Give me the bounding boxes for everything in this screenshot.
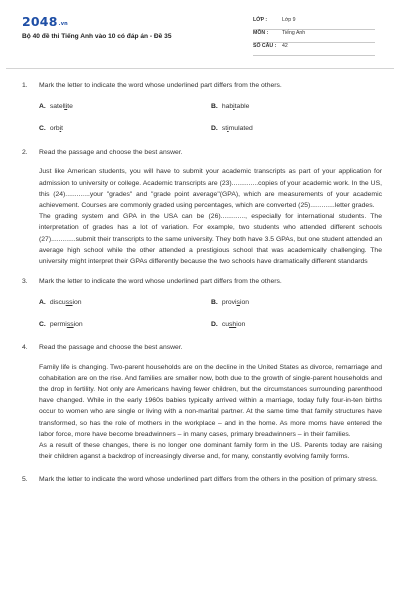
header-divider bbox=[6, 68, 394, 69]
option-letter: C. bbox=[39, 321, 46, 329]
question-number: 3. bbox=[22, 278, 28, 286]
meta-row-question-count bbox=[253, 43, 375, 56]
option-letter: A. bbox=[39, 299, 46, 307]
question-header bbox=[22, 80, 382, 91]
option-d[interactable] bbox=[211, 309, 383, 331]
option-word-end: mulated bbox=[228, 125, 253, 133]
question-prompt: Mark the letter to indicate the word whose underlined part differs from the others in the position of primary stress. bbox=[39, 476, 378, 484]
option-a[interactable] bbox=[39, 91, 211, 113]
question-header bbox=[22, 474, 382, 485]
option-a[interactable] bbox=[39, 287, 211, 309]
option-b[interactable] bbox=[211, 287, 383, 309]
option-word-start: provi bbox=[221, 299, 237, 307]
option-word-end: ion bbox=[72, 299, 82, 307]
site-logo[interactable] bbox=[22, 14, 68, 29]
passage-paragraph: Just like American students, you will have to submit your academic transcripts as part of your application for admission to university or college. Academic transcripts are (23)..............copies of your academic work. In the US, this (24).............your "grades" and "grade point average"(GPA), which are measurements of your academic achievement. Courses are commonly graded using percentages, which are converted (25).............letter grades. bbox=[39, 168, 382, 210]
option-word-start: satel bbox=[49, 103, 65, 111]
option-d[interactable] bbox=[211, 113, 383, 135]
option-c[interactable] bbox=[39, 113, 211, 135]
option-letter: A. bbox=[39, 103, 46, 111]
passage-paragraph: As a result of these changes, there is no longer one dominant family form in the US. Parents today are raising their children aganst a backdrop of increasingly diverse and, for many, constantly evolving family forms. bbox=[39, 442, 382, 461]
document-title: Bộ 40 đề thi Tiếng Anh vào 10 có đáp án - Đề 35 bbox=[22, 33, 172, 40]
option-b[interactable] bbox=[211, 91, 383, 113]
option-word-start: st bbox=[221, 125, 228, 133]
option-c[interactable] bbox=[39, 309, 211, 331]
question-number: 2. bbox=[22, 149, 28, 157]
option-word-start: discu bbox=[49, 299, 66, 307]
passage-paragraph: Family life is changing. Two-parent households are on the decline in the United States as divorce, remarriage and cohabitation are on the rise. And families are smaller now, both due to the growth of single-parent households and the drop in fertility. Not only are Americans having fewer children, but the circumstances surrounding parenthood have changed. While in the early 1960s babies typically arrived within a marriage, today fully four-in-ten births occur to women who are single or living with a non-marital partner. At the same time that family structures have transformed, so has the role of mothers in the workplace – and in the home. As more moms have entered the labor force, more have become breadwinners – in many cases, primary breadwinners – in their families. bbox=[39, 363, 382, 438]
underlined-part: i bbox=[59, 125, 62, 133]
question-prompt: Mark the letter to indicate the word whose underlined part differs from the others. bbox=[39, 278, 282, 286]
option-word-start: cu bbox=[221, 321, 229, 329]
meta-label: MÔN : bbox=[253, 30, 269, 36]
option-letter: C. bbox=[39, 125, 46, 133]
underlined-part: li bbox=[64, 103, 68, 111]
question-header bbox=[22, 276, 382, 287]
meta-value: Tiếng Anh bbox=[282, 30, 306, 36]
option-word-start: orb bbox=[49, 125, 60, 133]
meta-row-subject bbox=[253, 30, 375, 43]
question-list bbox=[22, 80, 382, 486]
question-number: 5. bbox=[22, 476, 28, 484]
question-header bbox=[22, 147, 382, 158]
document-meta bbox=[253, 17, 375, 56]
option-word-end: table bbox=[234, 103, 250, 111]
underlined-part: ss bbox=[65, 299, 73, 307]
question-prompt: Mark the letter to indicate the word whose underlined part differs from the others. bbox=[39, 82, 282, 89]
meta-row-class bbox=[253, 17, 375, 30]
question-number: 1. bbox=[22, 82, 28, 89]
underlined-part: i bbox=[227, 125, 229, 133]
option-word-end: ion bbox=[73, 321, 83, 329]
answer-options bbox=[39, 287, 382, 331]
meta-label: LỚP : bbox=[253, 17, 268, 23]
meta-value: Lớp 9 bbox=[282, 17, 296, 23]
option-word-end: te bbox=[67, 103, 73, 111]
logo-suffix: .vn bbox=[58, 21, 68, 27]
reading-passage bbox=[39, 166, 382, 267]
passage-paragraph: The grading system and GPA in the USA can be (26)............., especially for international students. The interpretation of grades has a lot of variation. For example, two students who attended different schools (27).............submit their transcripts to the same university. They both have 3.5 GPAs, but one student attended an average high school while the other attended a prestigious school that was academically challenging. The university might interpret their GPAs differently because the two schools have dramatically different standards bbox=[39, 213, 382, 266]
underlined-part: s bbox=[236, 299, 240, 307]
meta-label: SỐ CÂU : bbox=[253, 43, 277, 49]
answer-options bbox=[39, 91, 382, 135]
reading-passage bbox=[39, 362, 382, 463]
question-number: 4. bbox=[22, 344, 28, 352]
question-4 bbox=[22, 342, 382, 462]
question-prompt: Read the passage and choose the best answer. bbox=[39, 149, 183, 157]
meta-value: 42 bbox=[282, 43, 288, 49]
question-2 bbox=[22, 147, 382, 267]
question-3 bbox=[22, 276, 382, 331]
option-word-end: ion bbox=[239, 299, 250, 307]
option-word-end: t bbox=[61, 125, 64, 133]
question-5 bbox=[22, 474, 382, 485]
option-word-start: permi bbox=[49, 321, 67, 329]
page-header bbox=[0, 0, 400, 64]
option-letter: B. bbox=[211, 103, 218, 111]
question-header bbox=[22, 342, 382, 353]
option-letter: B. bbox=[211, 299, 218, 307]
option-word-start: hab bbox=[221, 103, 234, 111]
option-letter: D. bbox=[211, 321, 218, 329]
underlined-part: sh bbox=[229, 321, 237, 329]
logo-text: 2048 bbox=[22, 14, 58, 29]
underlined-part: i bbox=[233, 103, 235, 111]
option-letter: D. bbox=[211, 125, 218, 133]
question-prompt: Read the passage and choose the best answer. bbox=[39, 344, 183, 352]
option-word-end: ion bbox=[236, 321, 246, 329]
question-1 bbox=[22, 80, 382, 135]
underlined-part: ss bbox=[66, 321, 74, 329]
